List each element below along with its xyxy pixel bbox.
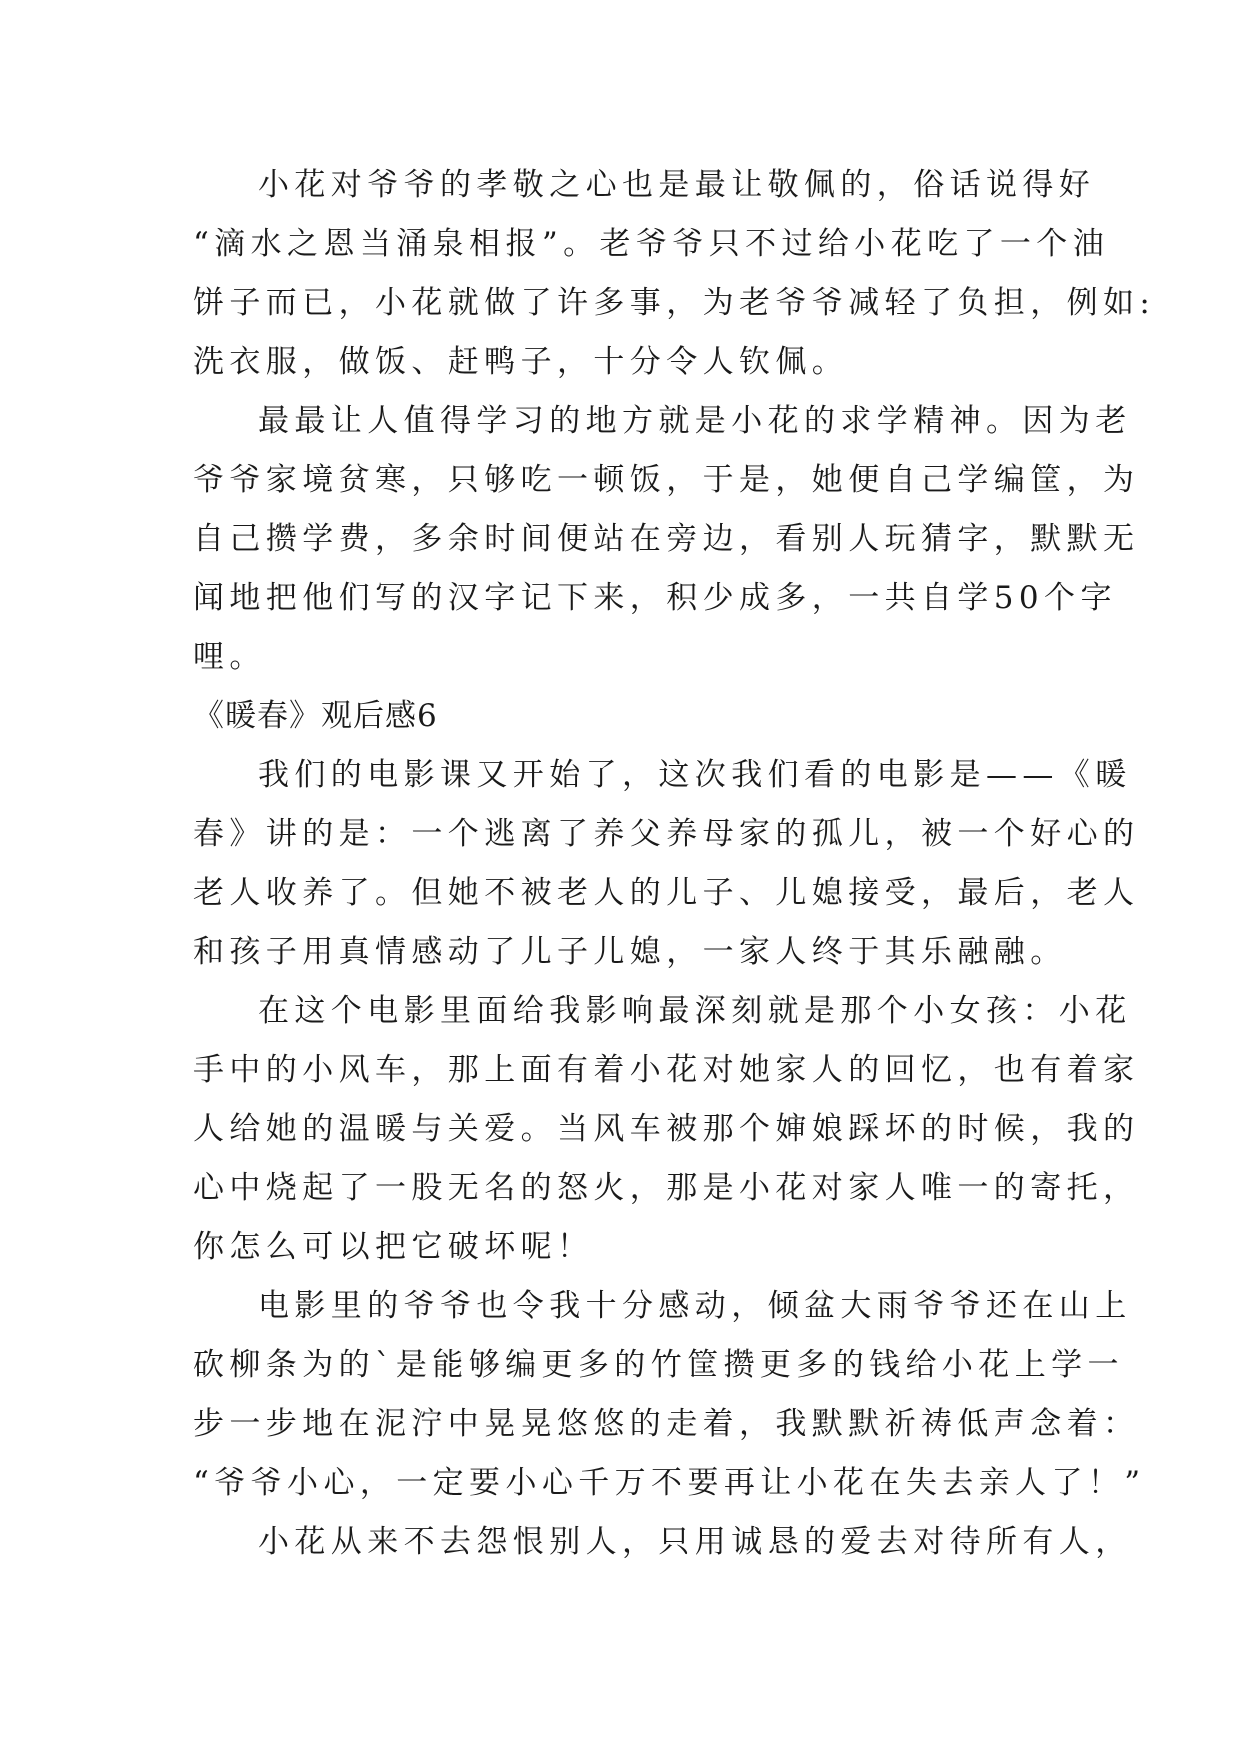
paragraph-line: 自己攒学费，多余时间便站在旁边，看别人玩猜字，默默无 [193,521,1140,557]
paragraph-line: 砍柳条为的`是能够编更多的竹筐攒更多的钱给小花上学一 [193,1347,1124,1383]
paragraph-line: 哩。 [193,639,266,675]
paragraph-line: 闻地把他们写的汉字记下来，积少成多，一共自学50个字 [193,580,1117,616]
paragraph-line: 最最让人值得学习的地方就是小花的求学精神。因为老 [258,403,1132,439]
paragraph-line: 电影里的爷爷也令我十分感动，倾盆大雨爷爷还在山上 [258,1288,1132,1324]
paragraph-line: 在这个电影里面给我影响最深刻就是那个小女孩：小花 [258,993,1132,1029]
paragraph-line: 和孩子用真情感动了儿子儿媳，一家人终于其乐融融。 [193,934,1067,970]
paragraph-line: 洗衣服，做饭、赶鸭子，十分令人钦佩。 [193,344,849,380]
paragraph-line: “滴水之恩当涌泉相报”。老爷爷只不过给小花吃了一个油 [193,226,1110,262]
paragraph-line: 老人收养了。但她不被老人的儿子、儿媳接受，最后，老人 [193,875,1140,911]
paragraph-line: 小花从来不去怨恨别人，只用诚恳的爱去对待所有人， [258,1524,1132,1560]
paragraph-line: 心中烧起了一股无名的怒火，那是小花对家人唯一的寄托， [193,1170,1140,1206]
paragraph-line: 人给她的温暖与关爱。当风车被那个婶娘踩坏的时候，我的 [193,1111,1140,1147]
paragraph-line: “爷爷小心，一定要小心千万不要再让小花在失去亲人了！” [193,1465,1146,1501]
paragraph-line: 你怎么可以把它破坏呢！ [193,1229,594,1265]
paragraph-line: 春》讲的是：一个逃离了养父养母家的孤儿，被一个好心的 [193,816,1140,852]
paragraph-line: 爷爷家境贫寒，只够吃一顿饭，于是，她便自己学编筐，为 [193,462,1140,498]
paragraph-line: 我们的电影课又开始了，这次我们看的电影是——《暖 [258,757,1132,793]
paragraph-line: 饼子而已，小花就做了许多事，为老爷爷减轻了负担，例如: [193,285,1156,321]
paragraph-line: 步一步地在泥泞中晃晃悠悠的走着，我默默祈祷低声念着： [193,1406,1140,1442]
paragraph-line: 手中的小风车，那上面有着小花对她家人的回忆，也有着家 [193,1052,1140,1088]
section-heading: 《暖春》观后感6 [193,698,438,734]
paragraph-line: 小花对爷爷的孝敬之心也是最让敬佩的，俗话说得好 [258,167,1096,203]
